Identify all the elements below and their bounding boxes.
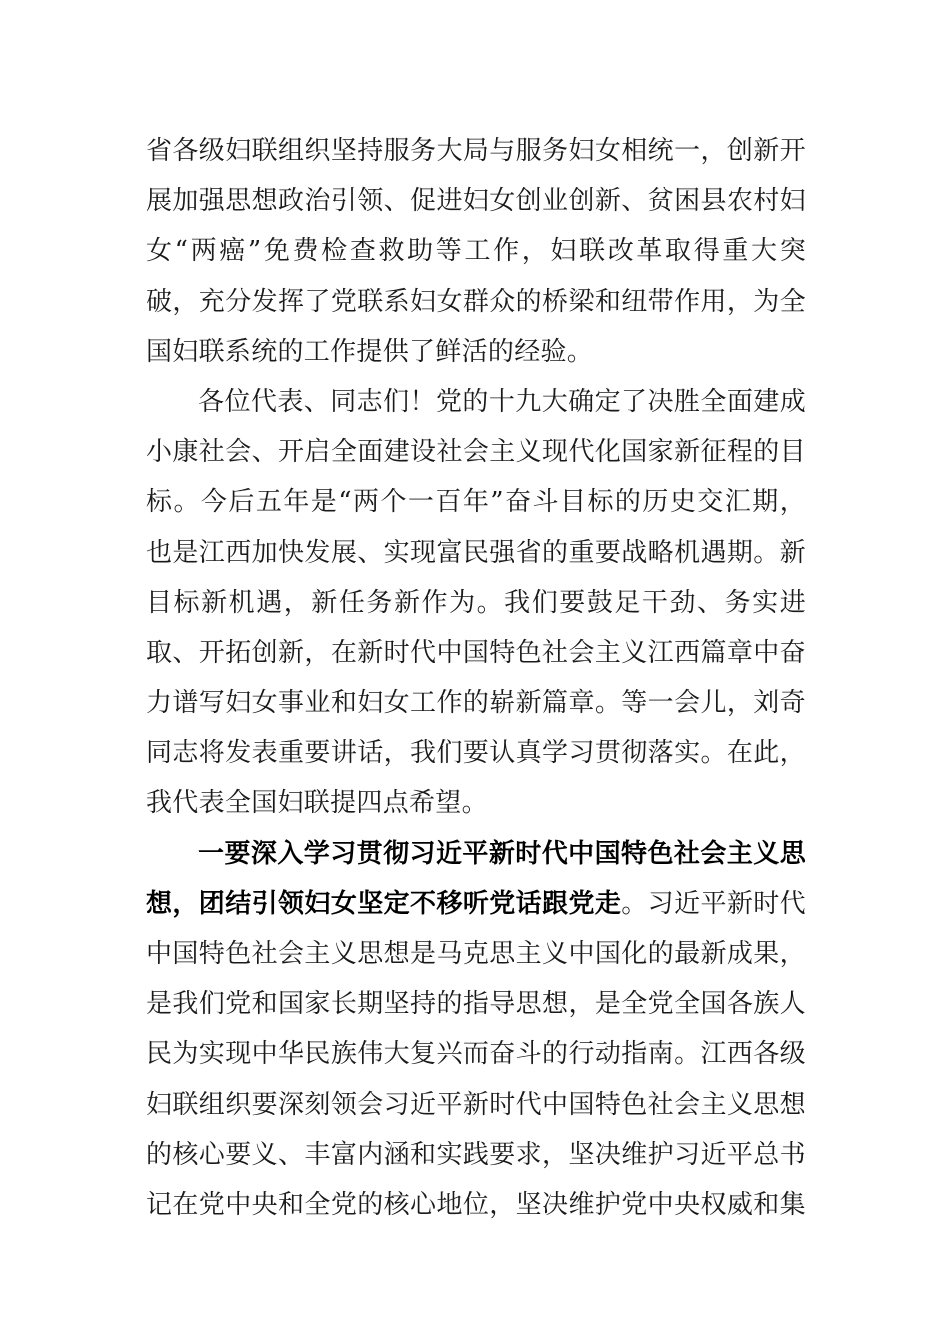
text-line: 的核心要义、丰富内涵和实践要求，坚决维护习近平总书 bbox=[146, 1139, 806, 1170]
text-line: 妇联组织要深刻领会习近平新时代中国特色社会主义思想 bbox=[146, 1089, 806, 1120]
text-line: 破，充分发挥了党联系妇女群众的桥梁和纽带作用，为全 bbox=[146, 286, 806, 317]
text-line: 女“两癌”免费检查救助等工作，妇联改革取得重大突 bbox=[146, 236, 806, 267]
text-line: 力谱写妇女事业和妇女工作的崭新篇章。等一会儿，刘奇 bbox=[146, 688, 806, 719]
document-page bbox=[146, 126, 806, 1230]
text-line bbox=[146, 879, 806, 929]
text-line: 记在党中央和全党的核心地位，坚决维护党中央权威和集 bbox=[146, 1189, 806, 1220]
text-line: 国妇联系统的工作提供了鲜活的经验。 bbox=[146, 336, 594, 367]
paragraph-3 bbox=[146, 829, 806, 1231]
text-line: 小康社会、开启全面建设社会主义现代化国家新征程的目 bbox=[146, 437, 806, 468]
text-line: 也是江西加快发展、实现富民强省的重要战略机遇期。新 bbox=[146, 537, 806, 568]
text-line: 目标新机遇，新任务新作为。我们要鼓足干劲、务实进 bbox=[146, 587, 806, 618]
text-line: 同志将发表重要讲话，我们要认真学习贯彻落实。在此， bbox=[146, 738, 806, 769]
text-line: 取、开拓创新，在新时代中国特色社会主义江西篇章中奋 bbox=[146, 637, 806, 668]
text-line: 标。今后五年是“两个一百年”奋斗目标的历史交汇期， bbox=[146, 487, 806, 518]
bold-heading-text: 一要深入学习贯彻习近平新时代中国特色社会主义思 bbox=[198, 838, 806, 869]
body-text: 。习近平新时代 bbox=[621, 888, 806, 919]
text-line: 省各级妇联组织坚持服务大局与服务妇女相统一，创新开 bbox=[146, 136, 806, 166]
text-line: 展加强思想政治引领、促进妇女创业创新、贫困县农村妇 bbox=[146, 186, 806, 217]
paragraph-1 bbox=[146, 126, 806, 377]
text-line bbox=[146, 829, 806, 879]
bold-heading-text: 想，团结引领妇女坚定不移听党话跟党走 bbox=[146, 888, 622, 919]
paragraph-2 bbox=[146, 377, 806, 829]
text-line: 各位代表、同志们！党的十九大确定了决胜全面建成 bbox=[198, 386, 806, 417]
text-line: 中国特色社会主义思想是马克思主义中国化的最新成果， bbox=[146, 939, 806, 969]
text-line: 是我们党和国家长期坚持的指导思想，是全党全国各族人 bbox=[146, 989, 806, 1020]
text-line: 我代表全国妇联提四点希望。 bbox=[146, 788, 488, 819]
text-line: 民为实现中华民族伟大复兴而奋斗的行动指南。江西各级 bbox=[146, 1039, 806, 1070]
